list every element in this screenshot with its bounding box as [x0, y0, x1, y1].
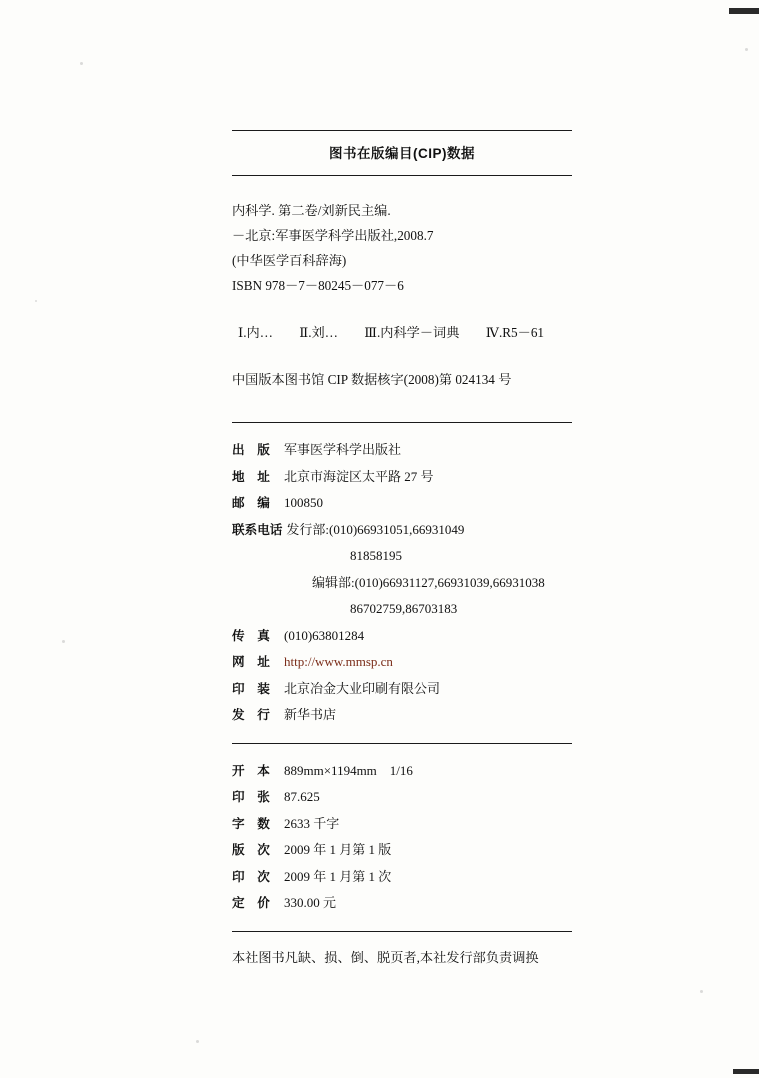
- publisher-website-link[interactable]: http://www.mmsp.cn: [284, 654, 393, 669]
- scan-speck: [80, 62, 83, 65]
- cip-entry-block: [232, 198, 572, 298]
- publisher-row-value: 100850: [284, 495, 323, 510]
- spec-row-label: 定 价: [232, 896, 270, 910]
- spec-row-value: 330.00 元: [284, 895, 337, 910]
- book-spec-block: [232, 758, 572, 917]
- publisher-row-label: 联系电话: [232, 522, 283, 537]
- publisher-row-label: 网 址: [232, 655, 270, 669]
- cip-number-line: 中国版本图书馆 CIP 数据核字(2008)第 024134 号: [232, 372, 512, 387]
- spec-row-label: 开 本: [232, 763, 270, 778]
- scan-speck: [196, 1040, 199, 1043]
- publisher-row-label: 出 版: [232, 443, 270, 457]
- publisher-row-label: 发 行: [232, 708, 270, 722]
- publisher-row-label: 传 真: [232, 628, 270, 643]
- spec-row-value: 2009 年 1 月第 1 次: [284, 868, 392, 884]
- publisher-row-continuation: [232, 596, 572, 623]
- spec-row: [232, 758, 572, 785]
- spec-row-label: 印 次: [232, 869, 270, 884]
- spec-row-value: 2009 年 1 月第 1 版: [284, 842, 392, 857]
- scan-speck: [35, 300, 37, 302]
- publisher-row-website: [232, 649, 572, 676]
- cip-line: (中华医学百科辞海): [232, 253, 347, 268]
- publisher-row-value: 军事医学科学出版社: [284, 442, 402, 457]
- cip-line: ISBN 978－7－80245－077－6: [232, 278, 404, 293]
- publisher-info-block: [232, 437, 572, 729]
- spec-row: [232, 890, 572, 917]
- scan-speck: [700, 990, 703, 993]
- classification-line: Ⅰ.内… Ⅱ.刘… Ⅲ.内科学－词典 Ⅳ.R5－61: [238, 325, 545, 340]
- exchange-policy-note: 本社图书凡缺、损、倒、脱页者,本社发行部负责调换: [232, 949, 539, 965]
- publisher-row: [232, 437, 572, 464]
- publisher-row: [232, 464, 572, 491]
- spec-row-label: 版 次: [232, 843, 270, 857]
- spec-row-label: 字 数: [232, 816, 270, 831]
- scan-speck: [62, 640, 65, 643]
- publisher-row-value: 发行部:(010)66931051,66931049: [286, 521, 465, 537]
- publisher-row-value: 北京冶金大业印刷有限公司: [284, 680, 441, 696]
- publisher-row-label: 邮 编: [232, 496, 270, 510]
- publisher-row-value: 86702759,86703183: [350, 601, 458, 616]
- cip-number-wrap: [232, 367, 572, 392]
- publisher-row-label: 印 装: [232, 681, 270, 696]
- divider-above-footer: [232, 931, 572, 932]
- publisher-row: [232, 702, 572, 729]
- spec-row-label: 印 张: [232, 790, 270, 804]
- classification-line-wrap: [232, 320, 572, 345]
- publisher-row-value: 北京市海淀区太平路 27 号: [284, 468, 434, 484]
- publisher-row-value: 新华书店: [284, 707, 337, 722]
- cip-line: －北京:军事医学科学出版社,2008.7: [232, 228, 434, 243]
- publisher-row: [232, 676, 572, 703]
- publisher-row-continuation: [232, 570, 572, 597]
- cip-heading: 图书在版编目(CIP)数据: [329, 146, 475, 161]
- publisher-row-value: 编辑部:(010)66931127,66931039,66931038: [312, 574, 545, 590]
- publisher-row-value: 81858195: [350, 548, 402, 563]
- spec-row: [232, 864, 572, 891]
- spec-row-value: 2633 千字: [284, 815, 340, 831]
- spec-row-value: 87.625: [284, 789, 320, 804]
- publisher-row: [232, 623, 572, 650]
- scan-edge-mark-top-right: [729, 8, 759, 14]
- publisher-row-continuation: [232, 543, 572, 570]
- publisher-row: [232, 517, 572, 544]
- scan-speck: [745, 48, 748, 51]
- spec-row: [232, 811, 572, 838]
- divider-top: [232, 130, 572, 131]
- spec-row: [232, 837, 572, 864]
- spec-row: [232, 784, 572, 811]
- scan-edge-mark-bottom-right: [733, 1069, 759, 1074]
- publisher-row: [232, 490, 572, 517]
- publisher-row-value: (010)63801284: [284, 627, 365, 643]
- copyright-content: [232, 130, 572, 970]
- cip-line: 内科学. 第二卷/刘新民主编.: [232, 203, 391, 218]
- spec-row-value: 889mm×1194mm 1/16: [284, 762, 413, 778]
- publisher-row-label: 地 址: [232, 469, 270, 484]
